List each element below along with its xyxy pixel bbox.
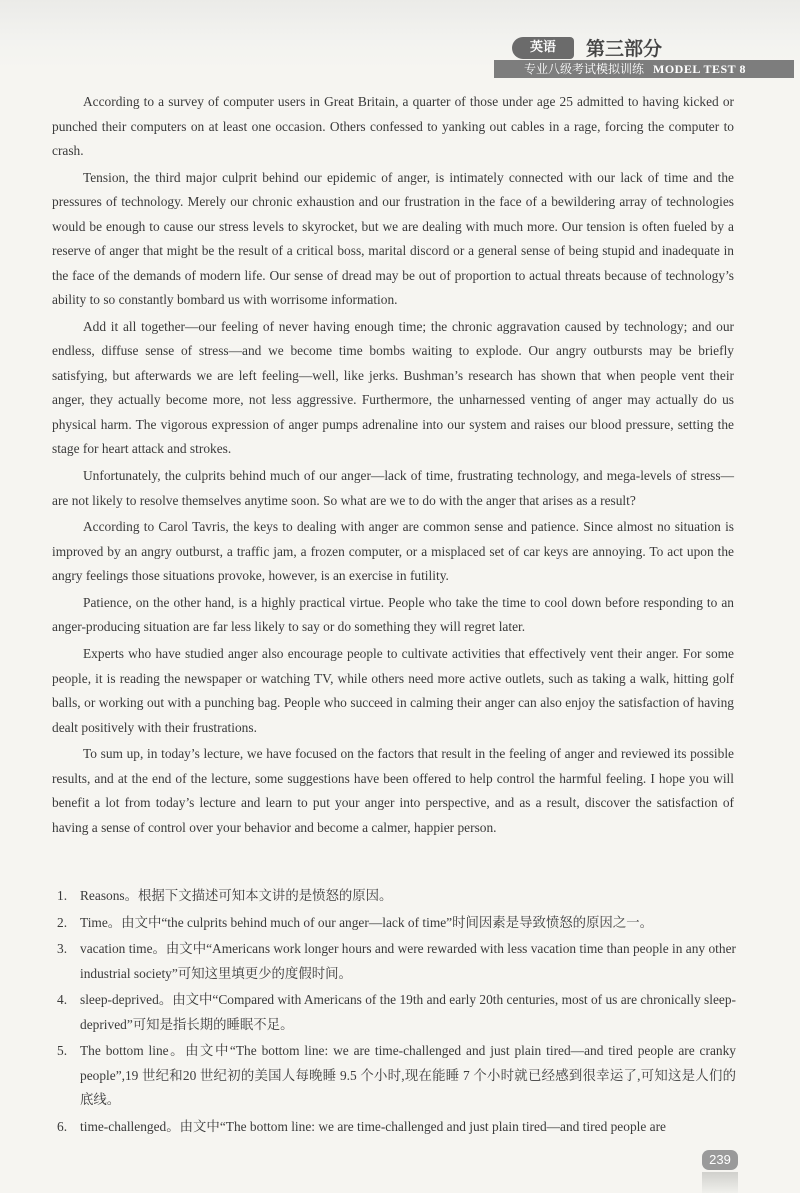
part-title: 第三部分	[586, 38, 663, 60]
answer-text: Time。由文中“the culprits behind much of our anger—lack of time”时间因素是导致愤怒的原因之一。	[80, 914, 653, 930]
paragraph: Tension, the third major culprit behind our epidemic of anger, is intimately connected with our lack of time and the pressures of technology. Merely our chronic exhaustion and our frustration in the face of a bewildering array of technologies would be enough to cause our stress levels to skyrocket, but we are dealing with much more. Our tension is often fueled by a reserve of anger that might be the result of a critical boss, marital discord or a general sense of being stupid and inadequate in the face of the demands of modern life. Our sense of dread may be out of proportion to actual threats because of technology’s ability to so constantly bombard us with worrisome information.	[52, 169, 734, 308]
answer-number: 3.	[57, 941, 68, 956]
answer-number: 5.	[57, 1043, 68, 1058]
paragraph: Unfortunately, the culprits behind much of our anger—lack of time, frustrating technology, and mega-levels of stress—are not likely to resolve themselves anytime soon. So what are we to do with the anger that arises as a result?	[52, 468, 734, 508]
page-number-shade	[702, 1172, 738, 1193]
series-label: 专业八级考试模拟训练	[524, 62, 645, 76]
answer-item	[52, 1115, 736, 1140]
model-label: MODEL TEST 8	[653, 62, 746, 76]
answer-key	[52, 884, 736, 1141]
paragraph: Experts who have studied anger also encourage people to cultivate activities that effectively vent their anger. For some people, it is reading the newspaper or watching TV, while others need more active outlets, such as taking a walk, hitting golf balls, or working out with a punching bag. People who succeed in calming their anger can also enjoy the satisfaction of having dealt positively with their frustrations.	[52, 646, 734, 735]
running-header	[494, 34, 794, 76]
paragraph: According to Carol Tavris, the keys to dealing with anger are common sense and patience. Since almost no situation is improved by an angry outburst, a traffic jam, a frozen computer, or a misplaced set of car keys are annoying. To act upon the angry feelings those situations provoke, however, is an exercise in futility.	[52, 519, 734, 584]
answer-item	[52, 911, 736, 936]
page-number: 239	[702, 1150, 738, 1170]
subject-tab: 英语	[512, 37, 574, 59]
passage-text	[52, 90, 734, 843]
header-bar	[494, 60, 794, 78]
paragraph: Patience, on the other hand, is a highly practical virtue. People who take the time to cool down before responding to an anger-producing situation are far less likely to say or do something they will regret later.	[52, 594, 734, 635]
paragraph: To sum up, in today’s lecture, we have focused on the factors that result in the feeling of anger and reviewed its possible results, and at the end of the lecture, some suggestions have been offered to help control the harmful feeling. I hope you will benefit a lot from today’s lecture and learn to put your anger into perspective, and as a result, discover the satisfaction of having a sense of control over your behavior and become a calmer, happier person.	[52, 746, 734, 835]
answer-number: 4.	[57, 992, 68, 1007]
answer-text: The bottom line。由文中“The bottom line: we are time-challenged and just plain tired—and tired people are cranky people”,19 世纪和20 世纪初的美国人每晚睡 9.5 个小时,现在能睡 7 个小时就已经感到很幸运了,可知这是人们的底线。	[80, 1043, 736, 1107]
answer-item	[52, 937, 736, 986]
answer-item	[52, 988, 736, 1037]
answer-text: Reasons。根据下文描述可知本文讲的是愤怒的原因。	[80, 888, 393, 903]
answer-text: sleep-deprived。由文中“Compared with Americans of the 19th and early 20th centuries, most of us are chronically sleep-deprived”可知是指长期的睡眠不足。	[80, 992, 736, 1032]
answer-text: vacation time。由文中“Americans work longer hours and were rewarded with less vacation time than people in any other industrial society”可知这里填更少的度假时间。	[80, 941, 736, 981]
answer-number: 6.	[57, 1118, 68, 1134]
paragraph: According to a survey of computer users in Great Britain, a quarter of those under age 25 admitted to having kicked or punched their computers on at least one occasion. Others confessed to yanking out cables in a rage, forcing the computer to crash.	[52, 94, 734, 158]
paragraph: Add it all together—our feeling of never having enough time; the chronic aggravation caused by technology; and our endless, diffuse sense of stress—and we become time bombs waiting to explode. Our angry outbursts may be briefly satisfying, but afterwards we are left feeling—well, like jerks. Bushman’s research has shown that when people vent their anger, they actually become more, not less aggressive. Furthermore, the unharnessed venting of anger may actually do us physical harm. The vigorous expression of anger pumps adrenaline into our system and raises our blood pressure, setting the stage for heart attack and strokes.	[52, 318, 734, 457]
answer-text: time-challenged。由文中“The bottom line: we are time-challenged and just plain tired—and tired people are	[80, 1118, 667, 1134]
answer-item	[52, 1039, 736, 1113]
answer-number: 2.	[57, 914, 68, 930]
answer-item	[52, 884, 736, 909]
answer-number: 1.	[57, 888, 68, 903]
